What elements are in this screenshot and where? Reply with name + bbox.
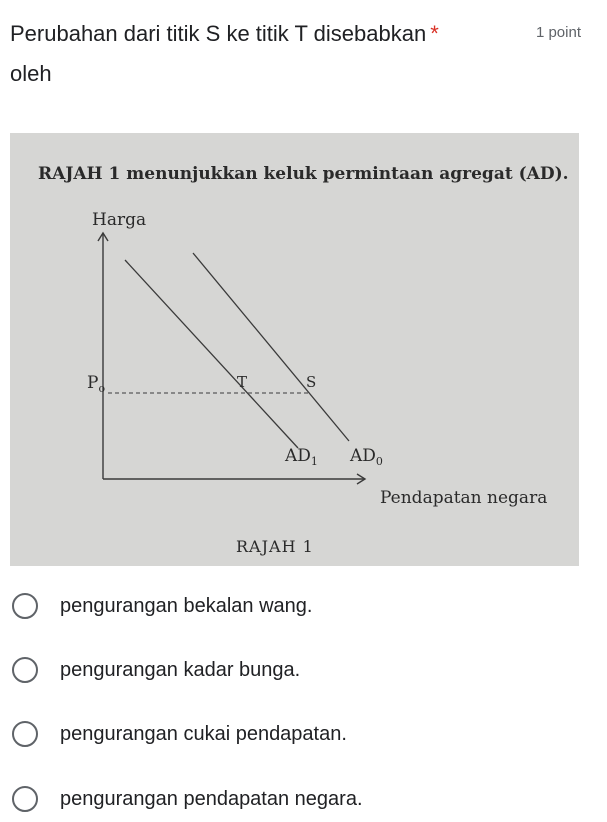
radio-button-icon[interactable] [12,786,38,812]
option-1[interactable] [10,583,570,629]
required-asterisk: * [430,21,439,46]
question-title [10,14,600,94]
ad1-curve [125,260,298,448]
figure-caption-bottom: RAJAH 1 [236,537,314,556]
option-2[interactable] [10,647,570,693]
option-label: pengurangan cukai pendapatan. [60,722,347,745]
x-axis-label: Pendapatan negara [380,488,548,508]
ad0-label: $AD_0$ [350,446,383,468]
y-axis-label: Harga [92,210,147,230]
radio-button-icon[interactable] [12,593,38,619]
option-label: pengurangan pendapatan negara. [60,787,363,810]
ad1-label: $AD_1$ [285,446,318,468]
question-header [10,14,600,94]
option-4[interactable] [10,776,570,822]
point-t-label: T [237,373,248,391]
ad0-curve [193,253,349,441]
radio-button-icon[interactable] [12,721,38,747]
question-title-line2: oleh [10,61,52,86]
question-points: 1 point [535,24,581,41]
aggregate-demand-diagram [10,133,579,566]
option-label: pengurangan bekalan wang. [60,594,313,617]
option-3[interactable] [10,711,570,757]
question-title-line1: Perubahan dari titik S ke titik T disebabkan [10,21,427,46]
figure-caption-top: RAJAH 1 menunjukkan keluk permintaan agregat (AD). [38,164,569,184]
option-label: pengurangan kadar bunga. [60,658,301,681]
point-s-label: S [306,373,317,391]
radio-button-icon[interactable] [12,657,38,683]
question-image [10,133,579,566]
price-label: $P_o$ [87,373,106,395]
